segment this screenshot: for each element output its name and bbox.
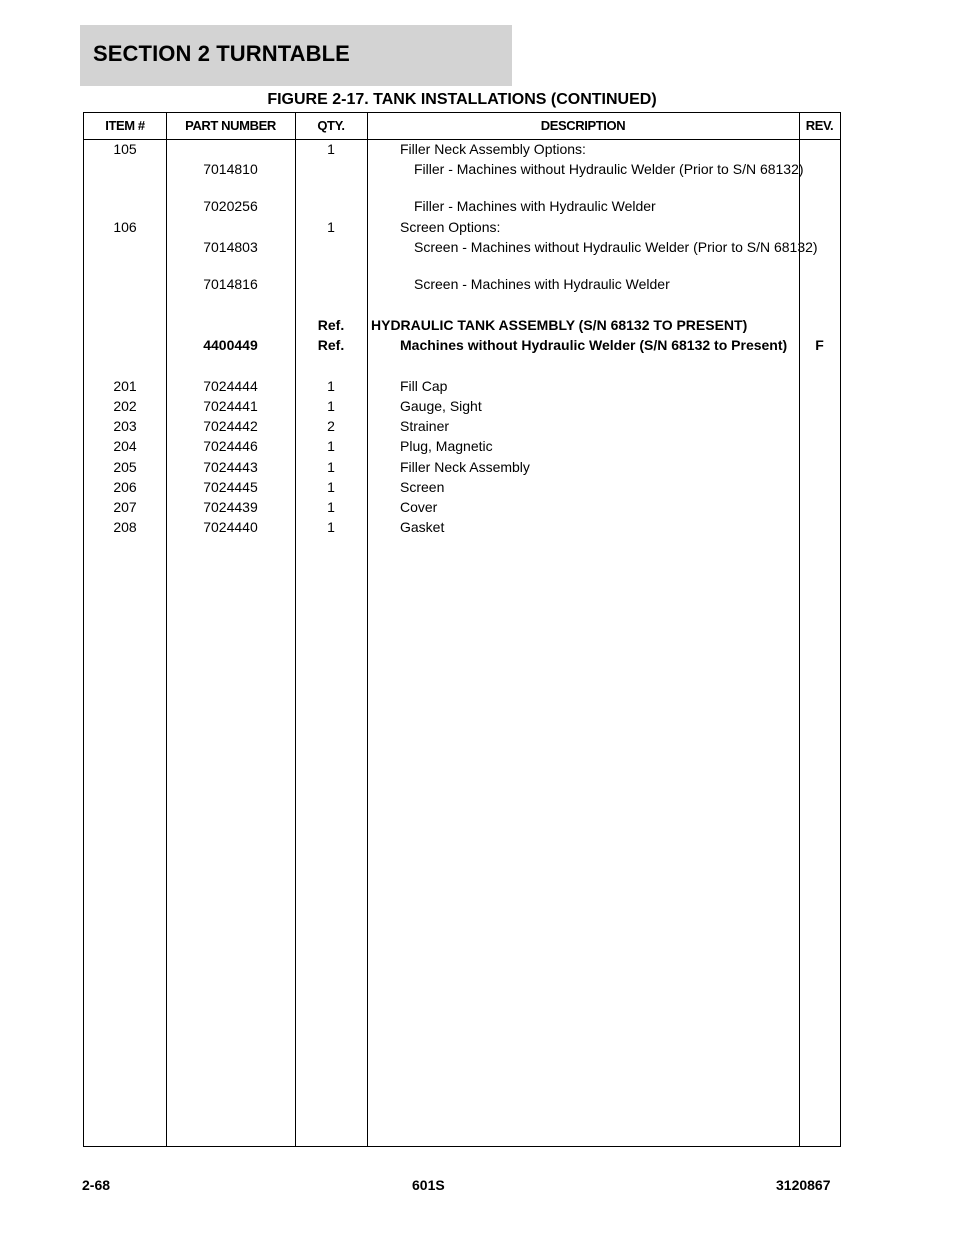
part-number-cell: 7014810	[203, 161, 258, 177]
item-cell: 204	[113, 438, 137, 454]
header-part-number: PART NUMBER	[185, 118, 276, 133]
qty-cell: 1	[327, 141, 335, 157]
part-number-cell: 7024445	[203, 479, 258, 495]
qty-cell: 1	[327, 519, 335, 535]
section-header-bar	[80, 25, 512, 86]
qty-cell: Ref.	[317, 337, 345, 353]
item-cell: 106	[113, 219, 137, 235]
part-number-cell: 7024442	[203, 418, 258, 434]
item-cell: 207	[113, 499, 137, 515]
parts-table	[83, 112, 841, 1147]
qty-cell: 1	[327, 479, 335, 495]
header-item: ITEM #	[105, 118, 145, 133]
qty-cell: 1	[327, 378, 335, 394]
column-divider	[295, 113, 296, 1146]
column-divider	[799, 113, 800, 1146]
part-number-cell: 7024441	[203, 398, 258, 414]
description-cell: Screen	[400, 479, 445, 495]
item-cell: 202	[113, 398, 137, 414]
qty-cell: 1	[327, 438, 335, 454]
description-cell: Filler - Machines without Hydraulic Welder (Prior to S/N 68132)	[414, 161, 804, 177]
description-cell: HYDRAULIC TANK ASSEMBLY (S/N 68132 TO PRESENT)	[371, 317, 748, 333]
description-cell: Machines without Hydraulic Welder (S/N 68132 to Present)	[400, 337, 788, 353]
item-cell: 105	[113, 141, 137, 157]
header-rev: REV.	[805, 118, 834, 133]
description-cell: Plug, Magnetic	[400, 438, 493, 454]
header-divider	[84, 139, 840, 140]
qty-cell: 2	[327, 418, 335, 434]
part-number-cell: 7014803	[203, 239, 258, 255]
description-cell: Filler Neck Assembly Options:	[400, 141, 586, 157]
qty-cell: 1	[327, 459, 335, 475]
footer-model: 601S	[412, 1177, 445, 1193]
figure-title: FIGURE 2-17. TANK INSTALLATIONS (CONTINUED)	[267, 91, 657, 108]
description-cell: Screen - Machines without Hydraulic Welder (Prior to S/N 68132)	[414, 239, 818, 255]
part-number-cell: 7014816	[203, 276, 258, 292]
item-cell: 205	[113, 459, 137, 475]
footer-page-number: 2-68	[82, 1177, 111, 1193]
description-cell: Screen - Machines with Hydraulic Welder	[414, 276, 670, 292]
header-qty: QTY.	[317, 118, 345, 133]
description-cell: Screen Options:	[400, 219, 501, 235]
part-number-cell: 7024439	[203, 499, 258, 515]
description-cell: Cover	[400, 499, 438, 515]
item-cell: 201	[113, 378, 137, 394]
part-number-cell: 4400449	[203, 337, 258, 353]
description-cell: Gauge, Sight	[400, 398, 482, 414]
part-number-cell: 7020256	[203, 198, 258, 214]
description-cell: Strainer	[400, 418, 450, 434]
description-cell: Fill Cap	[400, 378, 448, 394]
qty-cell: Ref.	[317, 317, 345, 333]
part-number-cell: 7024440	[203, 519, 258, 535]
rev-cell: F	[815, 337, 824, 353]
part-number-cell: 7024446	[203, 438, 258, 454]
part-number-cell: 7024444	[203, 378, 258, 394]
footer-doc-number: 3120867	[776, 1177, 831, 1193]
qty-cell: 1	[327, 499, 335, 515]
part-number-cell: 7024443	[203, 459, 258, 475]
qty-cell: 1	[327, 219, 335, 235]
description-cell: Gasket	[400, 519, 445, 535]
qty-cell: 1	[327, 398, 335, 414]
description-cell: Filler Neck Assembly	[400, 459, 530, 475]
header-description: DESCRIPTION	[540, 118, 626, 133]
column-divider	[166, 113, 167, 1146]
item-cell: 203	[113, 418, 137, 434]
description-cell: Filler - Machines with Hydraulic Welder	[414, 198, 656, 214]
item-cell: 208	[113, 519, 137, 535]
column-divider	[367, 113, 368, 1146]
item-cell: 206	[113, 479, 137, 495]
section-title: SECTION 2 TURNTABLE	[93, 41, 350, 66]
